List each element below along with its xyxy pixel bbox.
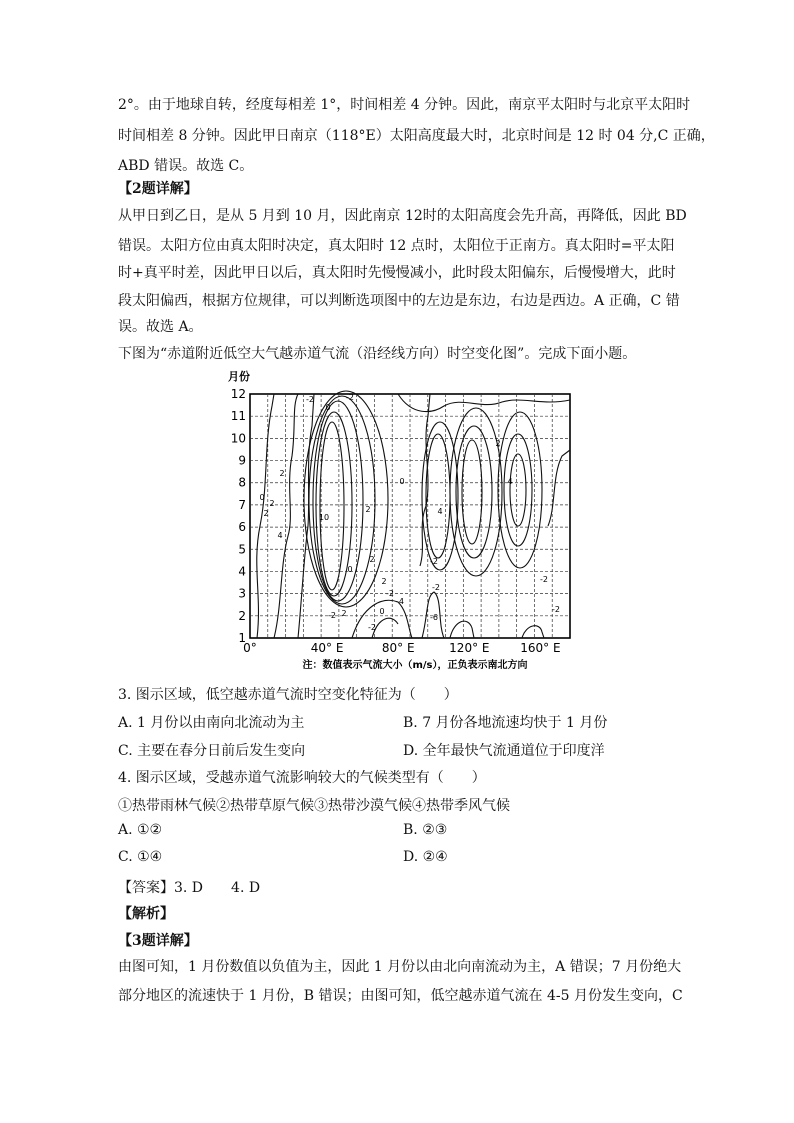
q4-stem: 4. 图示区域，受越赤道气流影响较大的气候类型有（ ） — [118, 770, 486, 786]
contour-label: 0 — [379, 607, 385, 616]
q4-option-d[interactable]: D. ②④ — [403, 849, 448, 865]
text-line: 从甲日到乙日，是从 5 月到 10 月，因此南京 12时的太阳高度会先升高，再降低，因此 BD — [118, 208, 687, 224]
q4-option-a[interactable]: A. ①② — [118, 822, 163, 838]
contour-label: -4 — [396, 597, 404, 606]
contour-label: -6 — [430, 613, 438, 622]
text-line: 时间相差 8 分钟。因此甲日南京（118°E）太阳高度最大时，北京时间是 12 时 04 分,C 正确， — [118, 128, 715, 144]
text-line: 部分地区的流速快于 1 月份，B 错误；由图可知，低空越赤道气流在 4-5 月份发生变向，C — [118, 988, 683, 1004]
contour-label: 2 — [269, 499, 275, 508]
q2-header: 【2题详解】 — [118, 181, 198, 197]
contour-label: 0 — [325, 403, 331, 412]
contour-chart — [222, 366, 582, 676]
contour-label: -2 — [432, 583, 440, 592]
contour-label: 0 — [399, 477, 405, 486]
y-tick-label: 1 — [238, 631, 246, 645]
contour-label: 2 — [369, 555, 375, 564]
x-tick-label: 0° — [243, 641, 257, 655]
q3-stem: 3. 图示区域，低空越赤道气流时空变化特征为（ ） — [118, 687, 458, 703]
text-line: 段太阳偏西，根据方位规律，可以判断选项图中的左边是东边，右边是西边。A 正确，C 错 — [118, 293, 680, 309]
y-tick-label: 4 — [238, 564, 246, 579]
y-tick-label: 2 — [238, 608, 246, 623]
contour-label: 2 — [279, 469, 285, 478]
text-line: ABD 错误。故选 C。 — [118, 158, 254, 174]
contour-label: 2 — [341, 609, 347, 618]
y-tick-label: 9 — [238, 453, 246, 468]
y-tick-label: 7 — [238, 497, 246, 512]
contour-lines — [257, 391, 570, 638]
contour-label: 4 — [277, 531, 283, 540]
y-tick-label: 5 — [238, 542, 246, 557]
contour-label: 2 — [381, 577, 387, 586]
contour-label: 0 — [347, 565, 353, 574]
y-tick-label: 11 — [230, 409, 246, 424]
text-line: 时+真平时差，因此甲日以后，真太阳时先慢慢减小，此时段太阳偏东，后慢慢增大，此时 — [118, 265, 676, 281]
contour-label: -2 — [430, 557, 438, 566]
text-line: 错误。太阳方位由真太阳时决定，真太阳时 12 点时，太阳位于正南方。真太阳时=平太阳 — [118, 238, 675, 254]
contour-label: -2 — [368, 623, 376, 632]
y-tick-label: 6 — [238, 520, 246, 535]
analysis-header: 【解析】 — [118, 906, 174, 922]
contour-label: 10 — [318, 513, 330, 522]
q3-option-c[interactable]: C. 主要在春分日前后发生变向 — [118, 743, 306, 759]
y-tick-label: 3 — [238, 586, 246, 601]
q4-option-c[interactable]: C. ①④ — [118, 849, 163, 865]
q3-detail-header: 【3题详解】 — [118, 933, 198, 949]
grid-lines — [250, 394, 570, 638]
y-tick-label: 10 — [230, 431, 246, 446]
x-tick-label: 120° E — [449, 641, 490, 655]
contour-label: 2 — [495, 439, 501, 448]
contour-label: 0 — [259, 493, 265, 502]
text-line: 误。故选 A。 — [118, 319, 203, 335]
y-axis-label: 月份 — [228, 370, 250, 383]
contour-label: -2 — [540, 575, 548, 584]
x-tick-label: 160° E — [520, 641, 561, 655]
x-tick-label: 40° E — [310, 641, 344, 655]
x-tick-label: 80° E — [381, 641, 415, 655]
q3-option-d[interactable]: D. 全年最快气流通道位于印度洋 — [403, 743, 605, 759]
y-tick-labels — [231, 387, 246, 645]
contour-label: -2 — [386, 589, 394, 598]
answer-line: 【答案】3. D 4. D — [118, 880, 261, 896]
x-tick-labels — [243, 641, 560, 655]
text-line: 2°。由于地球自转，经度每相差 1°，时间相差 4 分钟。因此，南京平太阳时与北京平太阳时 — [118, 97, 691, 113]
contour-label: -2 — [552, 605, 560, 614]
figure-intro: 下图为“赤道附近低空大气越赤道气流（沿经线方向）时空变化图”。完成下面小题。 — [118, 346, 637, 362]
q4-items: ①热带雨林气候②热带草原气候③热带沙漠气候④热带季风气候 — [118, 798, 510, 814]
y-tick-label: 8 — [238, 475, 246, 490]
chart-note: 注：数值表示气流大小（m/s），正负表示南北方向 — [302, 660, 528, 671]
contour-label: 2 — [263, 509, 269, 518]
contour-label: -2 — [328, 611, 336, 620]
text-line: 由图可知，1 月份数值以负值为主，因此 1 月份以由北向南流动为主，A 错误；7 月份绝大 — [118, 959, 682, 975]
q3-option-a[interactable]: A. 1 月份以由南向北流动为主 — [118, 715, 305, 731]
contour-label: 4 — [437, 507, 443, 516]
contour-label: -2 — [346, 393, 354, 402]
y-tick-label: 12 — [230, 387, 246, 401]
contour-label: 2 — [365, 505, 371, 514]
q3-option-b[interactable]: B. 7 月份各地流速均快于 1 月份 — [403, 715, 608, 731]
contour-label: 4 — [507, 477, 513, 486]
contour-label: -2 — [306, 395, 314, 404]
q4-option-b[interactable]: B. ②③ — [403, 822, 448, 838]
